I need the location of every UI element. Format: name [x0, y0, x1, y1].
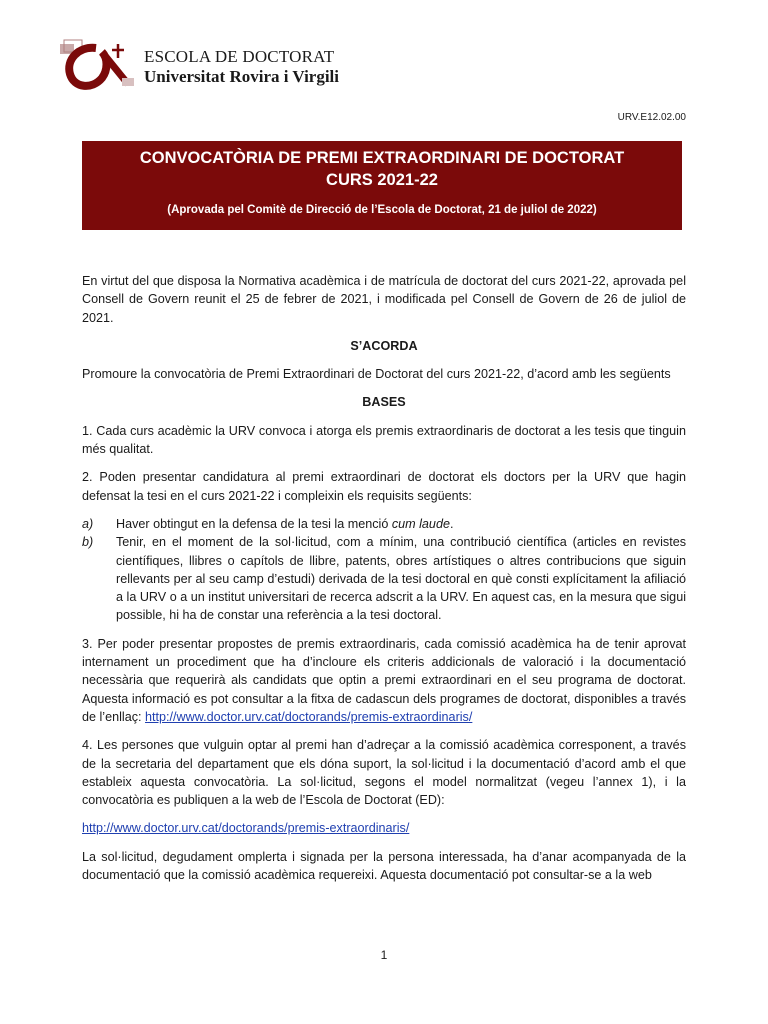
- requirement-a-end: .: [449, 516, 454, 531]
- list-marker: a): [82, 516, 94, 531]
- base-2: 2. Poden presentar candidatura al premi extraordinari de doctorat els doctors per la URV que hagin defensat la tesi en el curs 2021-22 i compleixin els requisits següents:: [82, 470, 686, 503]
- base-4: 4. Les persones que vulguin optar al premi han d’adreçar a la comissió acadèmica corresponent, a través de la secretaria del departament que els dóna suport, la sol·licitud i la documentació d’acord amb el que estableix aquesta convocatòria. La sol·licitud, segons el model normalitzat (vegeu l’annex 1), i la convocatòria es publiquen a la web de l’Escola de Doctorat (ED):: [82, 738, 686, 808]
- base-3-text: 3. Per poder presentar propostes de premis extraordinaris, cada comissió acadèmica ha de tenir aprovat internament un procediment que ha d’incloure els criteris addicionals de valoració i la documentació necessària que requerirà als candidats que optin a premi extraordinari en el seu programa de doctorat. Aquesta informació es pot consultar a la fitxa de cadascun dels programes de doctorat, disponibles a través de l’enllaç:: [82, 636, 686, 724]
- link-paragraph: [82, 819, 686, 837]
- list-item: [82, 515, 686, 533]
- document-body: [82, 272, 686, 894]
- promote-paragraph: Promoure la convocatòria de Premi Extraordinari de Doctorat del curs 2021-22, d’acord amb les següents: [82, 367, 671, 382]
- urv-logo: [58, 36, 339, 96]
- premis-link-2[interactable]: http://www.doctor.urv.cat/doctorands/premis-extraordinaris/: [82, 821, 410, 836]
- page-number: 1: [380, 948, 388, 962]
- base-3: [82, 635, 686, 726]
- urv-logo-mark-icon: [58, 38, 138, 94]
- list-marker: b): [82, 535, 94, 550]
- final-paragraph: La sol·licitud, degudament omplerta i signada per la persona interessada, ha d’anar acompanyada de la documentació que la comissió acadèmica requereixi. Aquesta documentació pot consultar-se a la web: [82, 849, 686, 883]
- intro-paragraph: En virtut del que disposa la Normativa acadèmica i de matrícula de doctorat del curs 2021-22, aprovada pel Consell de Govern reunit el 25 de febrer de 2021, i modificada pel Consell de Govern de 26 de juliol de 2021.: [82, 274, 686, 325]
- banner-subtitle: CURS 2021-22: [326, 171, 438, 189]
- banner-title: CONVOCATÒRIA DE PREMI EXTRAORDINARI DE DOCTORAT: [139, 149, 625, 167]
- requirement-a-italic: cum laude: [391, 516, 450, 531]
- logo-text: [144, 46, 339, 87]
- premis-link[interactable]: http://www.doctor.urv.cat/doctorands/premis-extraordinaris/: [145, 709, 473, 724]
- banner-approval: (Aprovada pel Comitè de Direcció de l’Escola de Doctorat, 21 de juliol de 2022): [167, 204, 597, 216]
- bases-heading: BASES: [362, 395, 406, 410]
- title-banner: [82, 141, 682, 230]
- logo-university-name: Universitat Rovira i Virgili: [144, 66, 340, 86]
- document-code: URV.E12.02.00: [617, 112, 686, 123]
- base-1: 1. Cada curs acadèmic la URV convoca i atorga els premis extraordinaris de doctorat a les tesis que tinguin més qualitat.: [82, 423, 686, 457]
- requirements-list: [82, 515, 686, 625]
- agreed-heading: S’ACORDA: [350, 338, 418, 353]
- logo-school-name: ESCOLA DE DOCTORAT: [144, 46, 335, 66]
- list-item: [82, 533, 686, 624]
- requirement-a-text: Haver obtingut en la defensa de la tesi la menció: [116, 516, 392, 531]
- requirement-b-text: Tenir, en el moment de la sol·licitud, com a mínim, una contribució científica (articles en revistes científiques, llibres o capítols de llibre, patents, obres artístiques o altres contribucions que siguin rellevants per al seu camp d’estudi) derivada de la tesi doctoral en què consti explícitament la afiliació a la URV o a un institut universitari de recerca adscrit a la URV. En aquest cas, en la mesura que sigui possible, hi ha de constar una referència a la tesi doctoral.: [116, 535, 686, 623]
